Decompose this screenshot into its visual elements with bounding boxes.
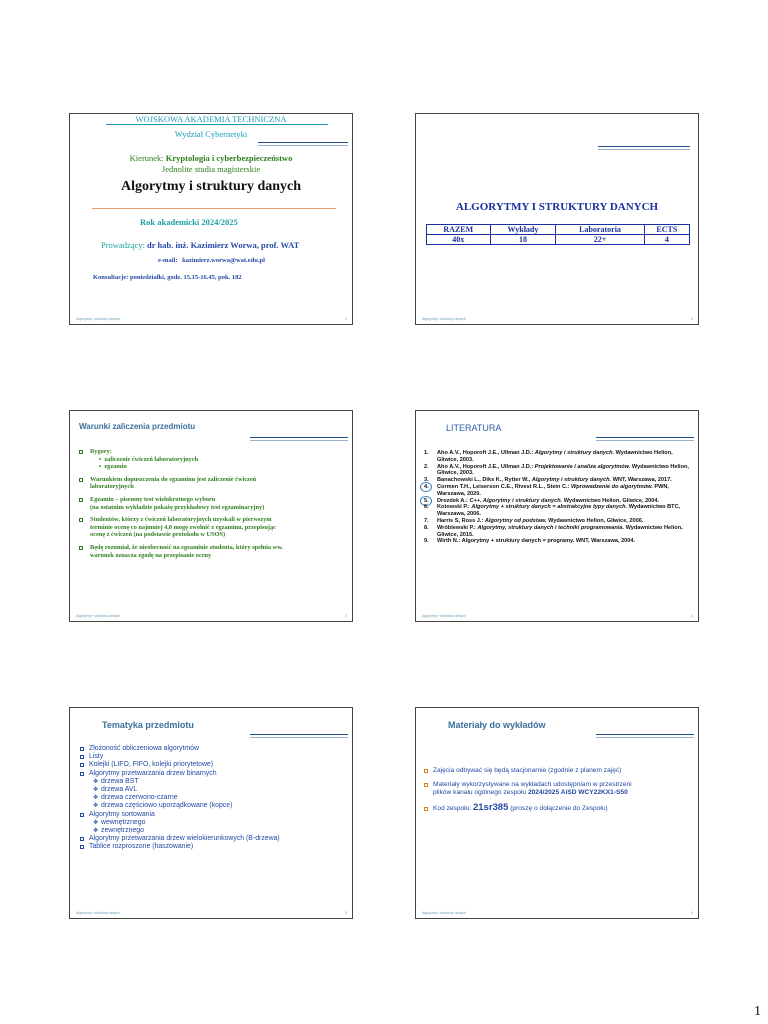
slide-title: LITERATURA [446, 423, 502, 433]
diamond-bullet-icon: ❖ [93, 795, 99, 802]
list-item: Zajęcia odbywać się będą stacjonarnie (zgodnie z planem zajęć) [423, 767, 695, 775]
slide-number: 4 [691, 614, 693, 618]
list-item: 5. Drozdek A.: C++. Algorytmy i struktury danych. Wydawnictwo Helion, Gliwice, 2004. [424, 498, 694, 505]
list-item: 8. Wróblewski P.: Algorytmy, struktury danych i techniki programowania. Wydawnictwo Helion, Gliwice, 2015. [424, 524, 683, 538]
institution-name: WOJSKOWA AKADEMIA TECHNICZNA [135, 114, 287, 124]
list-item: Kod zespołu: 21sr385 (proszę o dołączenie do Zespołu) [423, 804, 695, 813]
diamond-bullet-icon: ❖ [93, 828, 99, 835]
bullet-icon [80, 755, 84, 759]
bullet-icon [80, 772, 84, 776]
bullet-icon [424, 783, 428, 787]
slide-footer: Algorytmy i struktury danych [422, 317, 466, 321]
list-item: Egzamin – pisemny test wielokrotnego wyboru (na ostatnim wykładzie pokażę przykładowy test egzaminacyjny) [78, 496, 348, 511]
slide-number: 3 [345, 614, 347, 618]
bullet-icon [80, 845, 84, 849]
list-item: Będę rozumiał, że nieobecność na egzaminie studenta, który spełnia ww. warunek oznacza zgodę na przepisanie oceny [78, 544, 348, 559]
slide-title: ALGORYTMY I STRUKTURY DANYCH [455, 201, 659, 213]
sub-list-item: ❖ drzewa BST [93, 777, 139, 785]
lecturer-name: dr hab. inż. Kazimierz Worwa, prof. WAT [147, 240, 300, 250]
list-item: 2. Aho A.V., Hoporoft J.E., Ullman J.D.: Projektowanie i analiza algorytmów. Wydawnictwo Helion, Gliwice, 2003. [424, 463, 689, 477]
slide-2 [415, 113, 699, 325]
email-address[interactable]: kazimierz.worwa@wat.edu.pl [182, 257, 265, 264]
header-bars [250, 734, 348, 738]
bullet-icon [424, 769, 428, 773]
slide-footer: Algorytmy i struktury danych [76, 317, 120, 321]
header-cell: Laboratoria [556, 225, 644, 235]
list-item: Rygory: [78, 448, 348, 456]
orange-rule [92, 208, 336, 209]
slide-number: 6 [691, 911, 693, 915]
faculty-name: Wydział Cybernetyki [174, 129, 248, 139]
sub-list-item: ❖ drzewa czerwono-czarne [93, 794, 178, 802]
study-mode: Jednolite studia magisterskie [161, 164, 261, 174]
header-cell: ECTS [644, 225, 689, 235]
list-item: 9. Wirth N.: Algorytmy + struktury danych = programy. WNT, Warszawa, 2004. [424, 538, 636, 545]
sub-list-item: ❖ zewnętrznego [93, 827, 144, 835]
slide-1 [69, 113, 353, 325]
list-item: Warunkiem dopuszczenia do egzaminu jest zaliczenie ćwiczeń laboratoryjnych [78, 476, 348, 491]
list-item: Listy [79, 753, 351, 761]
sub-list-item: ❖ drzewa częściowo uporządkowane (kopce) [93, 802, 233, 810]
bullet-icon [80, 813, 84, 817]
slide-title: Warunki zaliczenia przedmiotu [79, 422, 196, 431]
major-name: Kryptologia i cyberbezpieczeństwo [165, 153, 293, 163]
consultations: Konsultacje: poniedziałki, godz. 15.15-16.45, pok. 182 [93, 274, 242, 281]
diamond-bullet-icon: ❖ [93, 778, 99, 785]
diamond-bullet-icon: ❖ [93, 819, 99, 826]
team-code: 21sr385 [472, 801, 509, 813]
bullet-icon [79, 518, 83, 522]
value-cell: 18 [490, 235, 556, 245]
academic-year: Rok akademicki 2024/2025 [140, 217, 238, 227]
header-bars [596, 734, 694, 738]
slide-3 [69, 410, 353, 622]
bullet-icon [424, 807, 428, 811]
sub-list-item: ❖ wewnętrznego [93, 818, 146, 826]
value-cell: 40x [427, 235, 491, 245]
slide-footer: Algorytmy i struktury danych [422, 614, 466, 618]
list-item: Materiały wykorzystywane na wykładach udostępniam w przestrzeni plików kanału ogólnego zespołu 2024/2025 AiSD WCY22KX1-S50 [423, 781, 695, 797]
sub-list-item: ❖ drzewa AVL [93, 786, 138, 794]
list-item: Algorytmy przetwarzania drzew binarnych [79, 770, 351, 778]
slide-5 [69, 707, 353, 919]
slide-footer: Algorytmy i struktury danych [76, 911, 120, 915]
header-bars [258, 142, 348, 146]
bullet-icon [79, 450, 83, 454]
list-item: Złożoność obliczeniowa algorytmów [79, 745, 351, 753]
slide-title: Materiały do wykładów [448, 720, 546, 730]
literature-list [424, 450, 694, 545]
table-header-row [427, 225, 690, 235]
list-item: 4. Cormen T.H., Leiserson C.E., Rivest R.L., Stein C.: Wprowadzenie do algorytmów. PWN, Warszawa, 2020. [424, 484, 694, 498]
lecturer-line: Prowadzący: dr hab. inż. Kazimierz Worwa, prof. WAT [101, 240, 300, 250]
list-item: Kolejki (LIFO, FIFO, kolejki priorytetowe) [79, 761, 351, 769]
list-item: Studentów, którzy z ćwiczeń laboratoryjnych uzyskali w pierwszym terminie ocenę co najmniej 4,0 mogę zwolnić z egzaminu, przepisując ocenę z ćwiczeń (na podstawie protokołu w USOS) [78, 516, 348, 539]
slide-number: 5 [345, 911, 347, 915]
list-item: 7. Harris S, Ross J.: Algorytmy od podstaw. Wydawnictwo Helion, Gliwice, 2006. [424, 517, 644, 524]
team-name: 2024/2025 AiSD WCY22KX1-S50 [527, 789, 628, 797]
header-cell: RAZEM [427, 225, 491, 235]
bullet-icon [79, 478, 83, 482]
bullet-icon [80, 763, 84, 767]
ects-table [426, 224, 690, 245]
bullet-icon [80, 747, 84, 751]
materials-list [423, 767, 695, 813]
email-line: e-mail: kazimierz.worwa@wat.edu.pl [158, 257, 265, 264]
slide-number: 1 [345, 317, 347, 321]
header-cell: Wykłady [490, 225, 556, 235]
slide-6 [415, 707, 699, 919]
diamond-bullet-icon: ❖ [93, 787, 99, 794]
major-line: Kierunek: Kryptologia i cyberbezpieczeństwo [129, 153, 293, 163]
value-cell: 4 [644, 235, 689, 245]
slide-footer: Algorytmy i struktury danych [422, 911, 466, 915]
sub-list-item: ▪ zaliczenie ćwiczeń laboratoryjnych [99, 455, 199, 463]
slide-title: Tematyka przedmiotu [102, 720, 194, 730]
bullet-icon [79, 498, 83, 502]
diamond-bullet-icon: ❖ [93, 803, 99, 810]
list-item: 3. Banachowski L., Diks K., Rytter W., Algorytmy i struktury danych. WNT, Warszawa, 2017. [424, 477, 672, 484]
list-item: Algorytmy sortowania [79, 811, 351, 819]
sub-list-item: ▪ egzamin [99, 463, 127, 471]
slide-footer: Algorytmy i struktury danych [76, 614, 120, 618]
header-bars [598, 146, 690, 150]
header-bars [596, 437, 694, 441]
slide-number: 2 [691, 317, 693, 321]
list-item: 6. Kotowski P.: Algorytmy + struktury danych = abstrakcyjne typy danych. Wydawnictwo BTC, Warszawa, 2006. [424, 504, 681, 518]
table-row [427, 235, 690, 245]
page-number: 1 [754, 1004, 761, 1019]
course-title: Algorytmy i struktury danych [120, 179, 302, 194]
list-item: Tablice rozproszone (haszowanie) [79, 843, 351, 851]
list-item: 1. Aho A.V., Hoporoft J.E., Ullman J.D.: Algorytmy i struktury danych. Wydawnictwo Helion, Gliwice, 2003. [424, 450, 673, 463]
bullet-icon [79, 546, 83, 550]
bullet-icon [80, 837, 84, 841]
list-item: Algorytmy przetwarzania drzew wielokierunkowych (B-drzewa) [79, 835, 351, 843]
value-cell: 22+ [556, 235, 644, 245]
slide-4 [415, 410, 699, 622]
title-rule [106, 124, 328, 125]
conditions-list [78, 448, 348, 559]
header-bars [250, 437, 348, 441]
topics-list [79, 745, 351, 852]
